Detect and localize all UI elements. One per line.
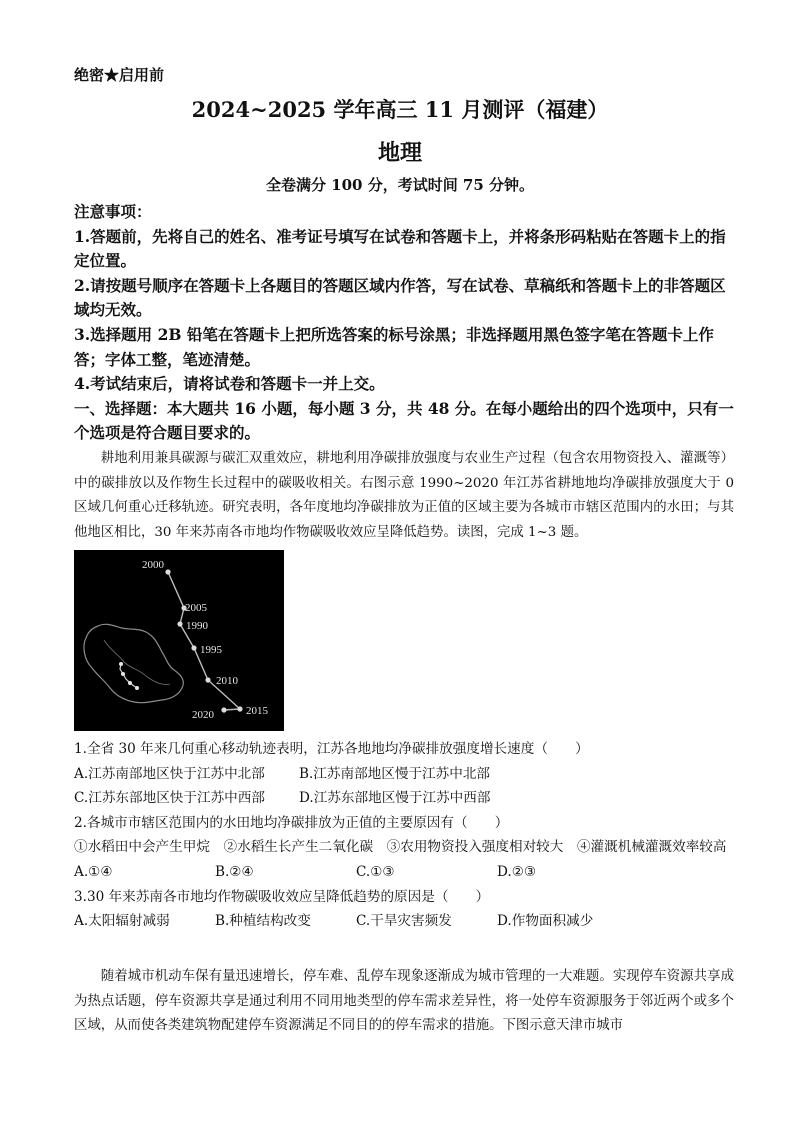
label-2000: 2000	[142, 559, 164, 571]
option-a[interactable]: A.①④	[74, 863, 113, 880]
label-1995: 1995	[200, 644, 222, 656]
question-options	[74, 762, 734, 787]
mini-trajectory	[120, 664, 137, 688]
mini-point	[128, 681, 132, 685]
question-options	[74, 909, 734, 934]
centroid-trajectory	[168, 572, 240, 710]
option-a[interactable]: A.太阳辐射减弱	[74, 913, 170, 930]
option-d[interactable]: D.②③	[497, 863, 537, 880]
mini-point	[121, 672, 125, 676]
point-1990	[177, 621, 182, 626]
question-stem: 3.30 年来苏南各市地均作物碳吸收效应呈降低趋势的原因是（ ）	[74, 888, 490, 905]
centroid-map-svg	[74, 550, 284, 731]
note-item: 2.请按题号顺序在答题卡上各题目的答题区域内作答，写在试卷、草稿纸和答题卡上的非答题区域均无效。	[74, 275, 726, 320]
point-2020	[221, 707, 226, 712]
score-time-note: 全卷满分 100 分，考试时间 75 分钟。	[265, 176, 535, 194]
mini-point	[135, 686, 139, 690]
question-options	[74, 860, 734, 885]
label-1990: 1990	[186, 620, 208, 632]
point-2015	[237, 706, 242, 711]
confidential-label: 绝密★启用前	[74, 66, 165, 84]
note-item: 4.考试结束后，请将试卷和答题卡一并上交。	[74, 374, 385, 394]
centroid-map-figure	[74, 550, 284, 731]
point-2010	[205, 677, 210, 682]
option-b[interactable]: B.种植结构改变	[215, 913, 311, 930]
label-2020: 2020	[192, 709, 214, 721]
question-stem: 2.各城市市辖区范围内的水田地均净碳排放为正值的主要原因有（ ）	[74, 814, 509, 831]
question-stem: 1.全省 30 年来几何重心移动轨迹表明，江苏各地地均净碳排放强度增长速度（ ）	[74, 741, 589, 757]
option-d[interactable]: D.作物面积减少	[497, 913, 594, 930]
passage-carbon: 耕地利用兼具碳源与碳汇双重效应，耕地利用净碳排放强度与农业生产过程（包含农用物资投入、灌溉等）中的碳排放以及作物生长过程中的碳吸收相关。右图示意 1990~2020 年江苏省耕地地均净碳排放强度大于 0 区域几何重心迁移轨迹。研究表明，各年度地均净碳排放为正值的区域主要为各城市市辖区范围内的水田；与其他地区相比，30 年来苏南各市地均作物碳吸收效应呈降低趋势。读图，完成 1~3 题。	[74, 451, 734, 540]
label-2015: 2015	[246, 705, 268, 717]
label-2010: 2010	[216, 675, 238, 687]
option-b[interactable]: B.江苏南部地区慢于江苏中北部	[299, 765, 491, 782]
label-2005: 2005	[185, 602, 207, 614]
exam-title: 2024~2025 学年高三 11 月测评（福建）	[191, 97, 609, 122]
note-item: 3.选择题用 2B 铅笔在答题卡上把所选答案的标号涂黑；非选择题用黑色签字笔在答题卡上作答；字体工整，笔迹清楚。	[74, 324, 714, 369]
option-a[interactable]: A.江苏南部地区快于江苏中北部	[74, 765, 265, 782]
section-title: 一、选择题：本大题共 16 小题，每小题 3 分，共 48 分。在每小题给出的四个选项中，只有一个选项是符合题目要求的。	[74, 398, 734, 443]
jiangsu-outline	[84, 624, 183, 702]
subject-title: 地理	[377, 140, 422, 166]
option-c[interactable]: C.①③	[356, 863, 395, 880]
option-c[interactable]: C.江苏东部地区快于江苏中西部	[74, 790, 265, 807]
point-2000	[165, 569, 170, 574]
option-c[interactable]: C.干旱灾害频发	[356, 913, 452, 930]
passage-parking: 随着城市机动车保有量迅速增长，停车难、乱停车现象逐渐成为城市管理的一大难题。实现停车资源共享成为热点话题，停车资源共享是通过利用不同用地类型的停车需求差异性，将一处停车资源服务于邻近两个或多个区域，从而使各类建筑物配建停车资源满足不同目的的停车需求的措施。下图示意天津市城市	[74, 969, 734, 1033]
option-d[interactable]: D.江苏东部地区慢于江苏中西部	[299, 790, 491, 807]
exam-notes	[74, 200, 734, 446]
mini-point	[119, 662, 123, 666]
inner-boundary	[104, 640, 170, 685]
question-statements: ①水稻田中会产生甲烷 ②水稻生长产生二氧化碳 ③农用物资投入强度相对较大 ④灌溉机械灌溉效率较高	[74, 839, 727, 856]
option-b[interactable]: B.②④	[215, 863, 254, 880]
note-item: 1.答题前，先将自己的姓名、准考证号填写在试卷和答题卡上，并将条形码粘贴在答题卡上的指定位置。	[74, 226, 726, 271]
questions-block	[74, 737, 734, 934]
point-1995	[191, 645, 196, 650]
question-options	[74, 786, 734, 811]
notes-heading: 注意事项：	[74, 202, 152, 221]
